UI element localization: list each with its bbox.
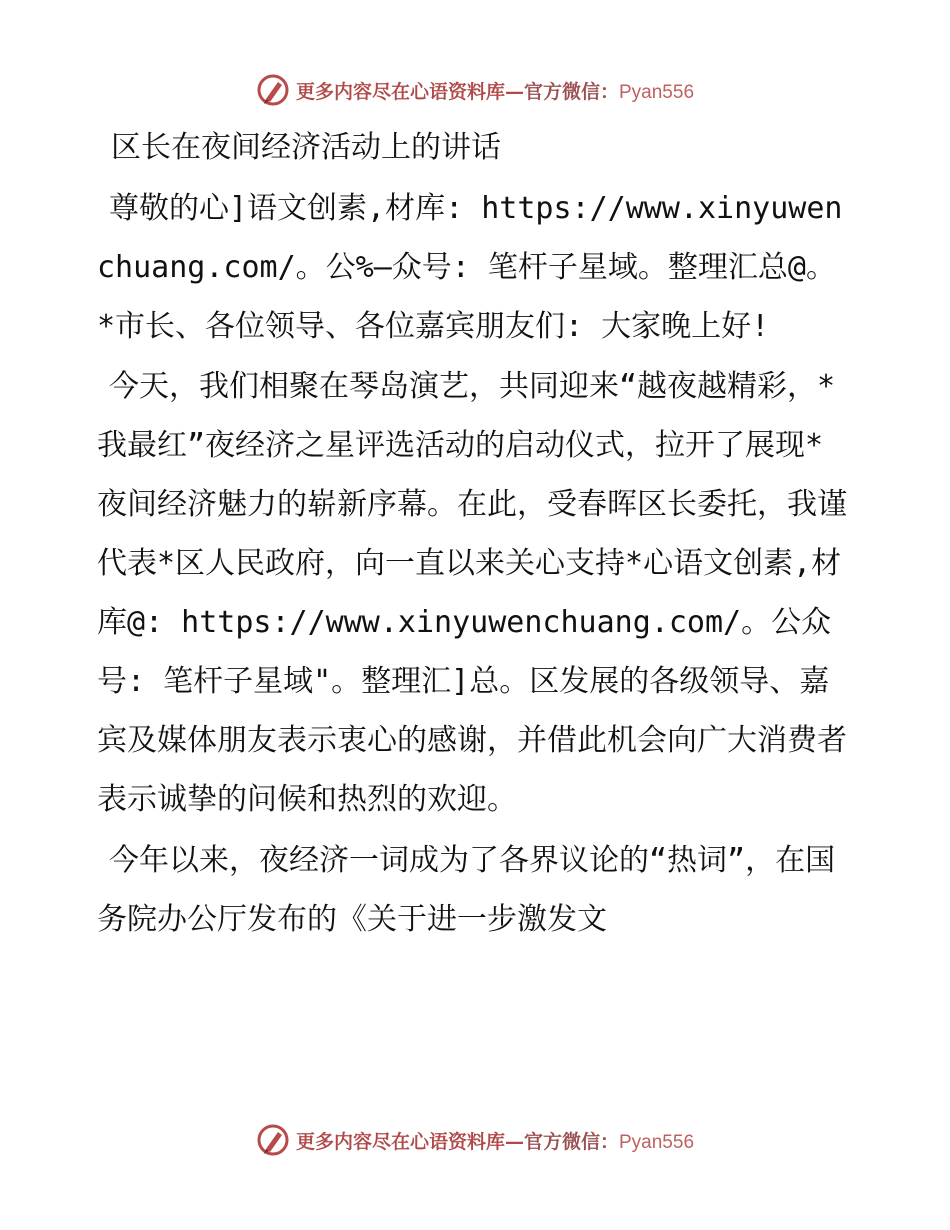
footer-banner [0, 1120, 950, 1160]
header-banner [0, 70, 950, 110]
pen-logo-icon [256, 1123, 290, 1157]
pen-logo-icon [256, 73, 290, 107]
paragraph-1: 尊敬的心]语文创素,材库: https://www.xinyuwenchuang.com/。公%—众号: 笔杆子星域。整理汇总@。*市长、各位领导、各位嘉宾朋友们: 大家晚上好! [97, 191, 843, 344]
banner-text: 更多内容尽在心语资料库—官方微信：Pyan556 [295, 80, 695, 103]
paragraph-2: 今天，我们相聚在琴岛演艺，共同迎来“越夜越精彩，*我最红”夜经济之星评选活动的启动仪式，拉开了展现*夜间经济魅力的崭新序幕。在此，受春晖区长委托，我谨代表*区人民政府，向一直以来关心支持*心语文创素,材库@: https://www.xinyuwenchuang.com/。公众号: 笔杆子星域"。整理汇]总。区发展的各级领导、嘉宾及媒体朋友表示衷心的感谢，并借此机会向广大消费者表示诚挚的问候和热烈的欢迎。 [97, 369, 847, 817]
document-body [97, 118, 852, 949]
wechat-account: Pyan556 [619, 1131, 695, 1153]
banner-text: 更多内容尽在心语资料库—官方微信：Pyan556 [295, 1130, 695, 1153]
paragraph-3: 今年以来，夜经济一词成为了各界议论的“热词”，在国务院办公厅发布的《关于进一步激发文 [97, 843, 836, 937]
wechat-account: Pyan556 [619, 81, 695, 103]
document-title: 区长在夜间经济活动上的讲话 [111, 130, 501, 165]
